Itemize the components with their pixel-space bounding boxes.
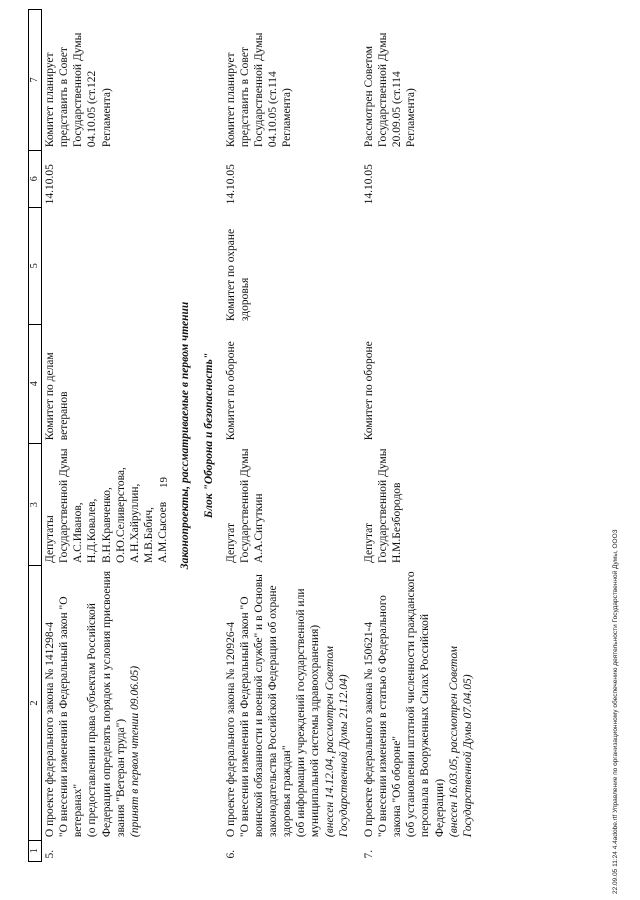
bill-description-cell — [223, 566, 353, 840]
status-cell: Комитет планирует представить в Совет Государственной Думы 04.10.05 (ст.122 Регламента) — [44, 32, 113, 148]
table-row — [361, 10, 477, 862]
co-committee-cell — [361, 207, 477, 324]
row-number: 6. — [224, 849, 237, 859]
bill-title: О проекте федерального закона № 150621-4 — [362, 621, 375, 838]
column-header-5: 5 — [29, 207, 42, 324]
co-committee-cell — [42, 207, 173, 324]
bill-description-cell — [361, 566, 477, 840]
committee-cell: Комитет по обороне — [224, 341, 237, 441]
column-header-6: 6 — [29, 150, 42, 207]
bill-note: (внесен 16.03.05, рассмотрен Советом Государственной Думы 07.04.05) — [447, 646, 474, 838]
table-row — [42, 10, 173, 862]
status-cell: Рассмотрен Советом Государственной Думы 20.09.05 (ст.114 Регламента) — [362, 32, 418, 148]
committee-cell: Комитет по обороне — [362, 341, 375, 441]
column-header-row — [29, 10, 42, 862]
initiator-cell: Депутат Государственной Думы А.А.Сигуткин — [224, 448, 265, 563]
bill-detail: (об информации учреждений государственной или муниципальной системы здравоохранения) — [295, 588, 322, 838]
table-row — [223, 10, 353, 862]
column-header-1: 1 — [29, 840, 42, 861]
column-header-2: 2 — [29, 566, 42, 840]
date-cell: 14.10.05 — [362, 164, 375, 205]
bill-title: О проекте федерального закона № 141298-4 — [44, 621, 56, 838]
initiator-cell: Депутаты Государственной Думы А.С.Иванов, Н.Д.Ковалев, В.Н.Кравченко, О.Ю.Селиверстова, А.Н.Хайруллин, М.В.Бабич, А.М.Сысоев — [44, 448, 170, 563]
row-number: 5. — [44, 849, 56, 859]
section-title: Законопроекты, рассматриваемые в первом чтении — [179, 301, 192, 570]
row-number: 7. — [362, 849, 375, 859]
column-header-3: 3 — [29, 443, 42, 566]
initiator-cell: Депутат Государственной Думы Н.М.Безбородов — [362, 448, 404, 563]
date-cell: 14.10.05 — [44, 164, 56, 205]
bill-note: (принят в первом чтении 09.06.05) — [128, 665, 141, 838]
page-footer: 22.09.05 11:24 4.4adobe.rtf Управление по организационному обеспечению деятельности Государственной Думы, ОООЗ — [612, 529, 619, 894]
status-cell: Комитет планирует представить в Совет Государственной Думы 04.10.05 (ст.114 Регламента) — [224, 32, 294, 148]
page-number: 19 — [158, 477, 170, 488]
bill-title: О проекте федерального закона № 120926-4 — [224, 621, 237, 838]
committee-cell: Комитет по делам ветеранов — [44, 352, 71, 441]
agenda-table — [28, 9, 477, 862]
section-header-row — [172, 10, 222, 862]
bill-note: (внесен 14.12.04, рассмотрен Советом Государственной Думы 21.12.04) — [323, 646, 350, 838]
column-header-7: 7 — [29, 10, 42, 151]
bill-description-cell — [42, 566, 173, 840]
bill-name: "О внесении изменения в статью 6 Федерального закона "Об обороне" — [376, 595, 404, 838]
date-cell: 14.10.05 — [224, 164, 237, 205]
co-committee-cell: Комитет по охране здоровья — [224, 228, 251, 322]
bill-name: "О внесении изменений в Федеральный закон "О ветеранах" — [58, 596, 85, 838]
bill-detail: (об установлении штатной численности гражданского персонала в Вооруженных Силах Российской Федерации) — [405, 571, 446, 838]
bill-name: "О внесении изменений в Федеральный закон "О воинской обязанности и военной службе" и в Основы законодательства Российской Федерации об охране здоровья граждан" — [238, 574, 294, 838]
column-header-4: 4 — [29, 324, 42, 443]
bill-detail: (о предоставлении права субъектам Российской Федерации определять порядок и условия присвоения звания "Ветеран труда") — [86, 570, 127, 838]
block-title: Блок "Оборона и безопасность" — [203, 352, 216, 519]
